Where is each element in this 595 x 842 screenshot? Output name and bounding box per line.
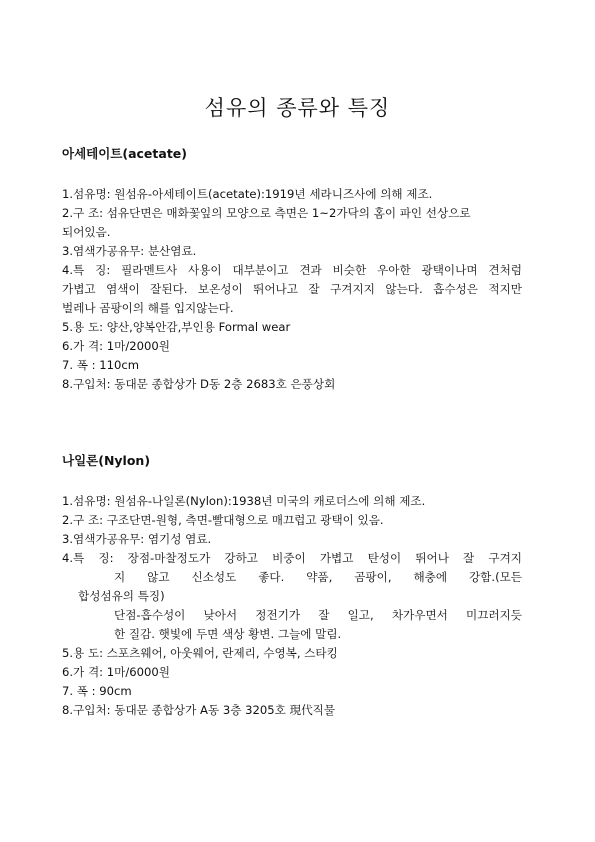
section-nylon (62, 451, 522, 720)
item-list (62, 185, 522, 394)
list-item: 8.구입처: 동대문 종합상가 A동 3층 3205호 現代직물 (62, 703, 336, 717)
list-item: 가볍고 염색이 잘된다. 보온성이 뛰어나고 잘 구겨지지 않는다. 흡수성은 적지만 (62, 282, 522, 296)
list-item: 2.구 조: 구조단면-원형, 측면-빨대형으로 매끄럽고 광택이 있음. (62, 513, 384, 527)
document-title: 섬유의 종류와 특징 (204, 96, 391, 120)
list-item: 5.용 도: 양산,양복안감,부인용 Formal wear (62, 320, 291, 334)
section-acetate (62, 144, 522, 394)
list-item: 5.용 도: 스포츠웨어, 아웃웨어, 란제리, 수영복, 스타킹 (62, 646, 338, 660)
list-item: 지 않고 신소성도 좋다. 약품, 곰팡이, 해충에 강함.(모든 (114, 570, 522, 584)
list-item: 4.특 징: 장점-마찰정도가 강하고 비중이 가볍고 탄성이 뛰어나 잘 구겨지 (62, 551, 522, 565)
section-heading: 나일론(Nylon) (62, 453, 151, 468)
list-item: 6.가 격: 1마/2000원 (62, 339, 170, 353)
item-list (62, 492, 522, 720)
list-item: 벌레나 곰팡이의 해를 입지않는다. (62, 301, 234, 315)
list-item: 2.구 조: 섬유단면은 매화꽃잎의 모양으로 측면은 1~2가닥의 홈이 파인 선상으로 (62, 206, 471, 220)
list-item: 3.염색가공유무: 염기성 염료. (62, 532, 212, 546)
list-item: 4.특 징: 필라멘트사 사용이 대부분이고 견과 비슷한 우아한 광택이나며 견처럼 (62, 263, 522, 277)
list-item: 6.가 격: 1마/6000원 (62, 665, 170, 679)
list-item: 3.염색가공유무: 분산염료. (62, 244, 197, 258)
list-item: 1.섬유명: 원섬유-나일론(Nylon):1938년 미국의 캐로더스에 의해 제조. (62, 494, 426, 508)
section-heading: 아세테이트(acetate) (62, 146, 187, 161)
list-item: 7. 폭 : 110cm (62, 358, 140, 372)
list-item: 합성섬유의 특징) (78, 589, 165, 603)
list-item: 되어있음. (62, 225, 111, 239)
list-item: 7. 폭 : 90cm (62, 684, 132, 698)
list-item: 1.섬유명: 원섬유-아세테이트(acetate):1919년 세라니즈사에 의해 제조. (62, 187, 433, 201)
list-item: 한 질감. 햇빛에 두면 색상 황변. 그늘에 말림. (114, 627, 342, 641)
list-item: 단점-흡수성이 낮아서 정전기가 잘 일고, 차가우면서 미끄러지듯 (114, 608, 522, 622)
list-item: 8.구입처: 동대문 종합상가 D동 2층 2683호 은풍상회 (62, 377, 336, 391)
